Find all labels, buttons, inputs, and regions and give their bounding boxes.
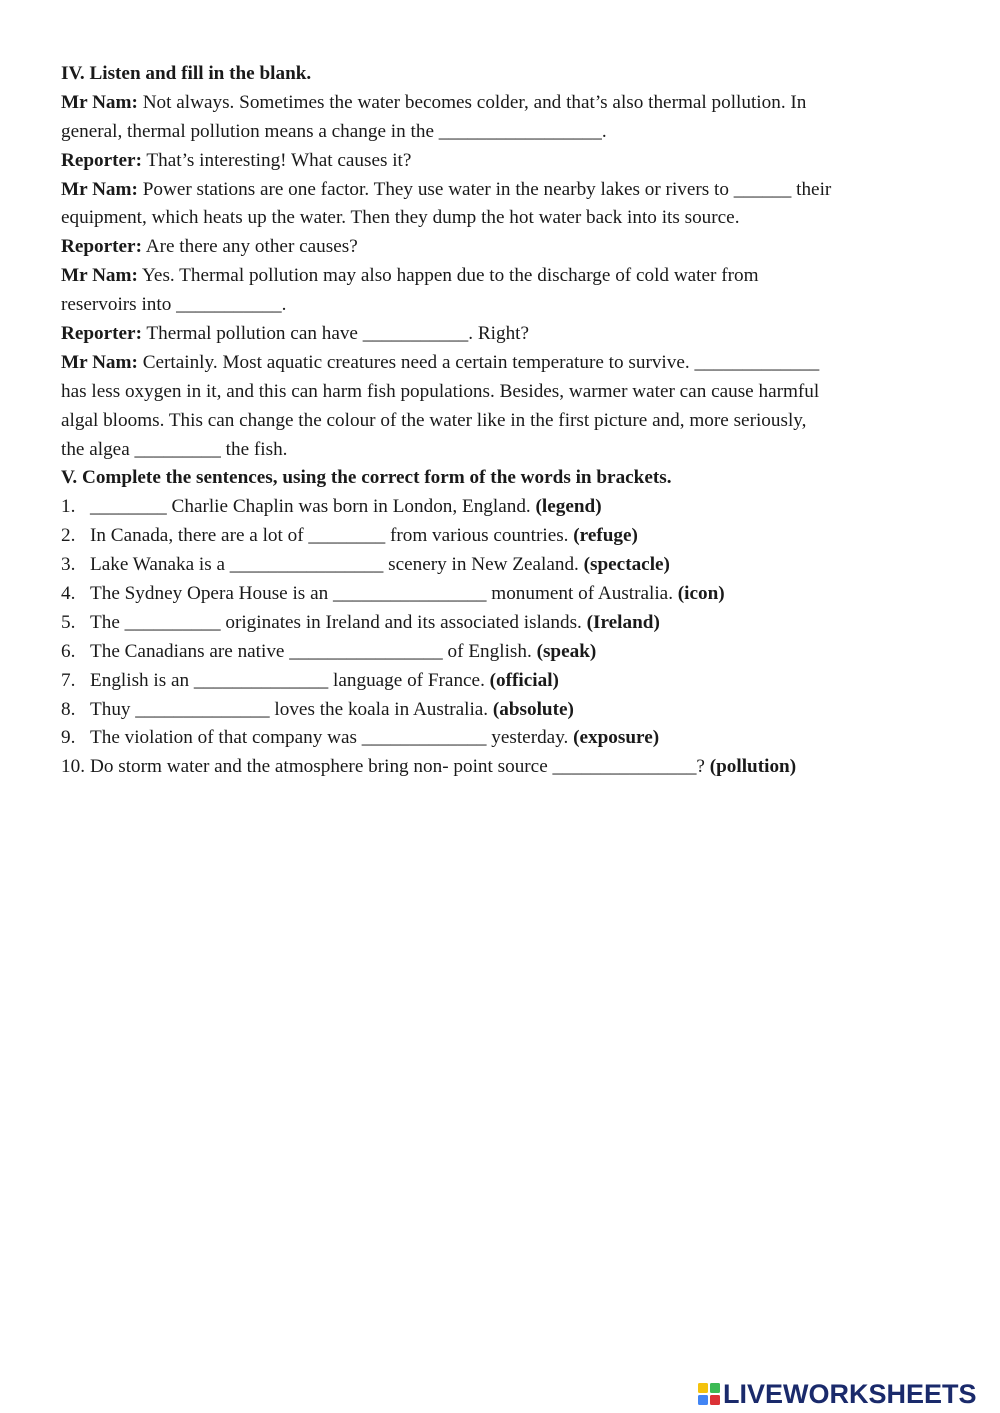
item-word: (Ireland) bbox=[586, 611, 660, 633]
item-word: (absolute) bbox=[492, 698, 574, 720]
dialogue-line bbox=[61, 89, 951, 118]
list-item bbox=[61, 696, 951, 725]
dialogue-line bbox=[61, 407, 951, 436]
worksheet-page bbox=[61, 60, 951, 782]
section-4-heading: IV. Listen and fill in the blank. bbox=[61, 63, 312, 84]
item-number: 2. bbox=[61, 525, 76, 547]
list-item bbox=[61, 522, 951, 551]
dialogue-text: the algea _________ the fish. bbox=[61, 438, 288, 460]
item-word: (refuge) bbox=[573, 525, 638, 547]
speaker: Mr Nam: bbox=[61, 178, 138, 200]
item-sentence: Thuy ______________ loves the koala in Australia. bbox=[90, 698, 493, 720]
dialogue-text: general, thermal pollution means a change in the _________________. bbox=[61, 120, 607, 142]
dialogue-line bbox=[61, 118, 951, 147]
exercise-list bbox=[61, 493, 951, 782]
list-item bbox=[61, 493, 951, 522]
dialogue-line bbox=[61, 349, 951, 378]
list-item bbox=[61, 551, 951, 580]
dialogue-line bbox=[61, 320, 951, 349]
speaker: Mr Nam: bbox=[61, 91, 138, 113]
speaker: Reporter: bbox=[61, 323, 142, 345]
dialogue-text: Yes. Thermal pollution may also happen due to the discharge of cold water from bbox=[137, 265, 759, 287]
item-sentence: Lake Wanaka is a ________________ scenery in New Zealand. bbox=[90, 554, 584, 576]
dialogue-line bbox=[61, 436, 951, 465]
logo-square-green bbox=[710, 1383, 720, 1393]
dialogue-text: That’s interesting! What causes it? bbox=[141, 149, 412, 171]
dialogue-text: equipment, which heats up the water. Then they dump the hot water back into its source. bbox=[61, 207, 740, 229]
dialogue-line bbox=[61, 233, 951, 262]
item-sentence: In Canada, there are a lot of ________ from various countries. bbox=[90, 525, 574, 547]
dialogue-text: has less oxygen in it, and this can harm fish populations. Besides, warmer water can cause harmful bbox=[61, 380, 820, 402]
dialogue-line bbox=[61, 176, 951, 205]
section-5-heading: V. Complete the sentences, using the correct form of the words in brackets. bbox=[61, 467, 672, 489]
item-sentence: The violation of that company was _____________ yesterday. bbox=[90, 727, 574, 749]
item-word: (spectacle) bbox=[583, 554, 670, 576]
dialogue-text: Not always. Sometimes the water becomes colder, and that’s also thermal pollution. In bbox=[137, 91, 807, 113]
list-item bbox=[61, 753, 951, 782]
item-sentence: Do storm water and the atmosphere bring non- point source _______________? bbox=[90, 756, 710, 778]
dialogue-text: Are there any other causes? bbox=[141, 236, 358, 258]
item-word: (official) bbox=[489, 669, 559, 691]
speaker: Reporter: bbox=[61, 149, 142, 171]
liveworksheets-logo-icon bbox=[697, 1382, 721, 1406]
item-number: 10. bbox=[61, 756, 85, 778]
item-sentence: The Sydney Opera House is an ________________ monument of Australia. bbox=[90, 583, 678, 605]
item-number: 3. bbox=[61, 554, 76, 576]
dialogue-text: Power stations are one factor. They use water in the nearby lakes or rivers to ______ their bbox=[137, 178, 832, 200]
item-number: 8. bbox=[61, 698, 76, 720]
liveworksheets-logo-text: LIVEWORKSHEETS bbox=[723, 1379, 977, 1409]
dialogue-text: Thermal pollution can have ___________. Right? bbox=[141, 323, 530, 345]
item-sentence: ________ Charlie Chaplin was born in London, England. bbox=[90, 496, 536, 518]
item-word: (icon) bbox=[677, 583, 725, 605]
item-word: (legend) bbox=[535, 496, 602, 518]
item-word: (exposure) bbox=[573, 727, 660, 749]
list-item bbox=[61, 724, 951, 753]
item-word: (pollution) bbox=[709, 756, 797, 778]
item-number: 1. bbox=[61, 496, 76, 518]
list-item bbox=[61, 667, 951, 696]
logo-square-blue bbox=[698, 1395, 708, 1405]
dialogue-text: reservoirs into ___________. bbox=[61, 294, 287, 316]
speaker: Reporter: bbox=[61, 236, 142, 258]
list-item bbox=[61, 638, 951, 667]
logo-square-red bbox=[710, 1395, 720, 1405]
list-item bbox=[61, 609, 951, 638]
speaker: Mr Nam: bbox=[61, 351, 138, 373]
item-sentence: The Canadians are native ________________ of English. bbox=[90, 640, 537, 662]
item-number: 9. bbox=[61, 727, 76, 749]
list-item bbox=[61, 580, 951, 609]
item-sentence: The __________ originates in Ireland and its associated islands. bbox=[90, 611, 587, 633]
speaker: Mr Nam: bbox=[61, 265, 138, 287]
dialogue-text: algal blooms. This can change the colour of the water like in the first picture and, more seriously, bbox=[61, 409, 807, 431]
item-number: 6. bbox=[61, 640, 76, 662]
dialogue-line bbox=[61, 262, 951, 291]
liveworksheets-logo[interactable] bbox=[697, 1380, 977, 1408]
dialogue-line bbox=[61, 204, 951, 233]
item-number: 4. bbox=[61, 583, 76, 605]
dialogue-line bbox=[61, 291, 951, 320]
logo-square-yellow bbox=[698, 1383, 708, 1393]
item-word: (speak) bbox=[536, 640, 597, 662]
dialogue-line bbox=[61, 147, 951, 176]
item-number: 5. bbox=[61, 611, 76, 633]
item-sentence: English is an ______________ language of France. bbox=[90, 669, 490, 691]
dialogue bbox=[61, 89, 951, 465]
dialogue-text: Certainly. Most aquatic creatures need a certain temperature to survive. _____________ bbox=[137, 351, 820, 373]
item-number: 7. bbox=[61, 669, 76, 691]
dialogue-line bbox=[61, 378, 951, 407]
